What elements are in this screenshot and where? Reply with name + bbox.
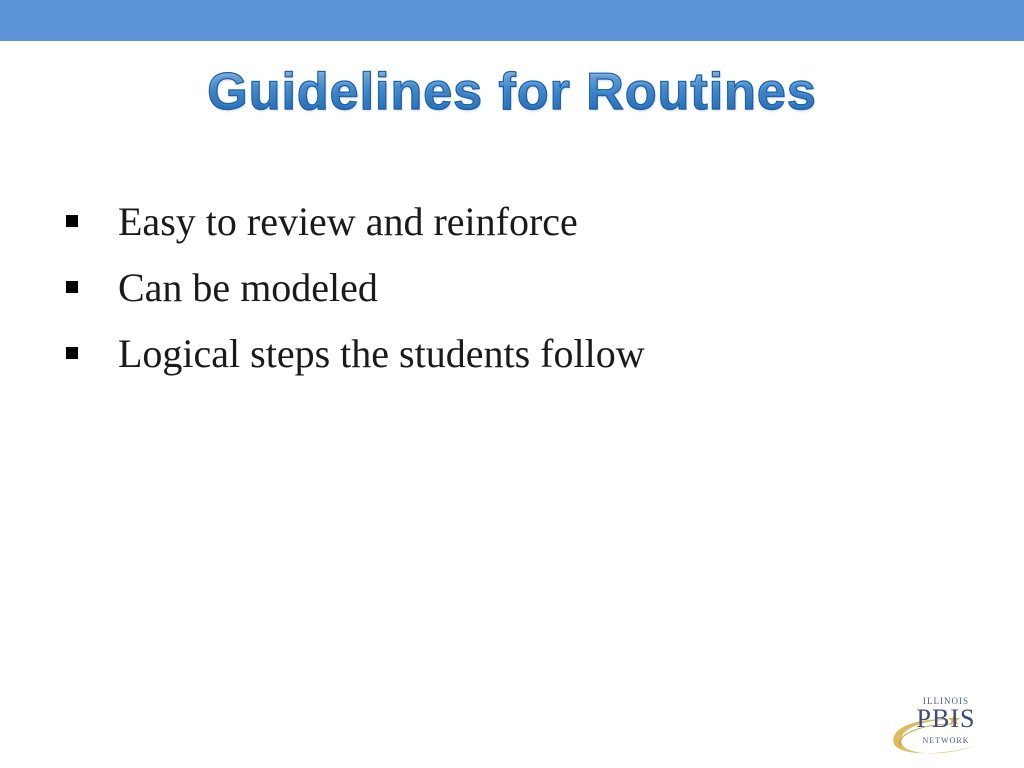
- top-accent-bar: [0, 0, 1024, 41]
- bullet-text: Logical steps the students follow: [118, 330, 645, 376]
- square-bullet-icon: [66, 281, 78, 293]
- bullet-item: [62, 188, 645, 254]
- slide-title: Guidelines for Routines: [0, 62, 1024, 122]
- bullet-list: [62, 188, 645, 386]
- square-bullet-icon: [66, 347, 78, 359]
- logo-main-text: PBIS: [916, 704, 976, 733]
- square-bullet-icon: [66, 215, 78, 227]
- bullet-text: Can be modeled: [118, 264, 378, 310]
- bullet-item: [62, 320, 645, 386]
- bullet-text: Easy to review and reinforce: [118, 198, 578, 244]
- logo-top-text: ILLINOIS: [923, 696, 969, 706]
- illinois-pbis-network-logo: [888, 694, 988, 760]
- bullet-item: [62, 254, 645, 320]
- logo-bottom-text: NETWORK: [922, 736, 970, 745]
